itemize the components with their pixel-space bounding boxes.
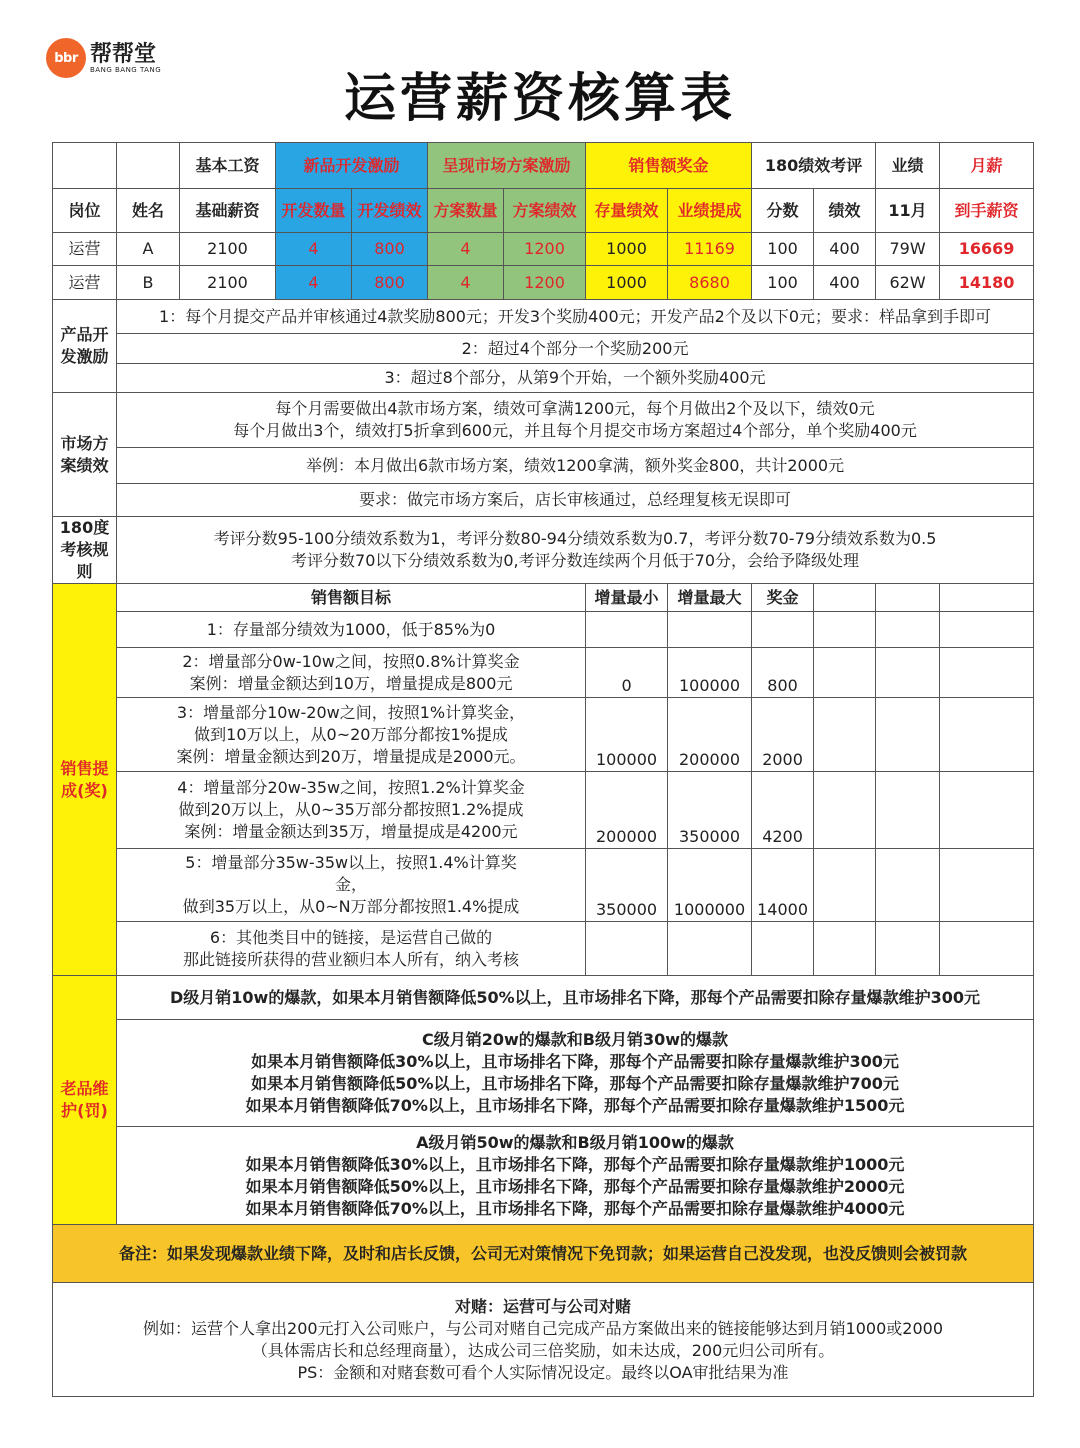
header-position: 岗位	[53, 189, 117, 233]
eval-rule-1: 考评分数95-100分绩效系数为1，考评分数80-94分绩效系数为0.7，考评分数70-79分绩效系数为0.5	[213, 529, 937, 548]
cell-november: 62W	[876, 266, 940, 300]
header-base-salary: 基本工资	[180, 143, 276, 189]
bet-line-3: PS：金额和对赌套数可看个人实际情况设定。最终以OA审批结果为准	[297, 1362, 789, 1382]
header-row-sub	[53, 189, 1034, 233]
sales-header-bonus: 奖金	[752, 584, 814, 612]
sales-header-max: 增量最大	[668, 584, 752, 612]
logo-name-en: BANG BANG TANG	[90, 65, 162, 74]
bet-section	[53, 1283, 1034, 1397]
old-rule-c: C级月销20w的爆款和B级月销30w的爆款 如果本月销售额降低30%以上，且市场排名下降，那每个产品需要扣除存量爆款维护300元 如果本月销售额降低50%以上，且市场排名下降，那每个产品需要扣除存量爆款维护700元 如果本月销售额降低70%以上，且市场排名下降，那每个产品需要扣除存量爆款维护1500元	[117, 1020, 1034, 1127]
logo-badge-icon: bbr	[46, 38, 86, 78]
penalty-note: 备注：如果发现爆款业绩下降，及时和店长反馈，公司无对策情况下免罚款；如果运营自己没发现，也没反馈则会被罚款	[53, 1225, 1034, 1283]
table-row	[53, 266, 1034, 300]
page-title: 运营薪资核算表	[343, 69, 736, 129]
header-name: 姓名	[117, 189, 180, 233]
old-section-label: 老品维护(罚)	[53, 976, 117, 1225]
sales-min: 200000	[586, 772, 668, 849]
cell-name: A	[117, 233, 180, 266]
sales-rule: 6：其他类目中的链接，是运营自己做的 那此链接所获得的营业额归本人所有，纳入考核	[117, 922, 586, 976]
sales-max	[668, 922, 752, 976]
cell-base-pay: 2100	[180, 233, 276, 266]
sales-max	[668, 612, 752, 648]
header-plan-perf: 方案绩效	[504, 189, 586, 233]
cell-stock-perf: 1000	[586, 233, 668, 266]
market-example: 举例：本月做出6款市场方案，绩效1200拿满，额外奖金800，共计2000元	[117, 448, 1034, 484]
cell-commission: 8680	[668, 266, 752, 300]
cell-november: 79W	[876, 233, 940, 266]
sales-max: 200000	[668, 698, 752, 772]
bet-line-2: （具体需店长和总经理商量），达成公司三倍奖励，如未达成，200元归公司所有。	[251, 1340, 835, 1360]
sales-bonus: 14000	[752, 849, 814, 922]
sales-max: 350000	[668, 772, 752, 849]
sales-max: 1000000	[668, 849, 752, 922]
market-requirement: 要求：做完市场方案后，店长审核通过，总经理复核无误即可	[117, 484, 1034, 517]
sales-bonus: 800	[752, 648, 814, 698]
cell-perf: 400	[814, 233, 876, 266]
dev-rule-3: 3：超过8个部分，从第9个开始，一个额外奖励400元	[117, 364, 1034, 393]
header-base-pay: 基础薪资	[180, 189, 276, 233]
cell-plan-perf: 1200	[504, 266, 586, 300]
salary-table	[52, 142, 1034, 1397]
sales-rule: 5：增量部分35w-35w以上，按照1.4%计算奖 金， 做到35万以上，从0~N万部分都按照1.4%提成	[117, 849, 586, 922]
cell-score: 100	[752, 266, 814, 300]
header-cell-empty	[117, 143, 180, 189]
sales-rule: 3：增量部分10w-20w之间，按照1%计算奖金， 做到10万以上，从0~20万部分都按1%提成 案例：增量金额达到20万，增量提成是2000元。	[117, 698, 586, 772]
cell-take-home: 16669	[940, 233, 1034, 266]
sales-bonus	[752, 922, 814, 976]
cell-dev-count: 4	[276, 266, 352, 300]
header-november: 11月	[876, 189, 940, 233]
cell-position: 运营	[53, 233, 117, 266]
cell-score: 100	[752, 233, 814, 266]
cell-perf: 400	[814, 266, 876, 300]
sales-bonus: 2000	[752, 698, 814, 772]
dev-rule-1: 1：每个月提交产品并审核通过4款奖励800元；开发3个奖励400元；开发产品2个及以下0元；要求：样品拿到手即可	[117, 300, 1034, 334]
logo-name-cn: 帮帮堂	[90, 40, 157, 67]
sales-bonus: 4200	[752, 772, 814, 849]
sales-section-label: 销售提成(奖)	[53, 584, 117, 976]
header-180-eval: 180绩效考评	[752, 143, 876, 189]
cell-take-home: 14180	[940, 266, 1034, 300]
eval-section-label: 180度考核规则	[53, 517, 117, 584]
cell-plan-count: 4	[428, 233, 504, 266]
cell-dev-perf: 800	[352, 266, 428, 300]
cell-base-pay: 2100	[180, 266, 276, 300]
sales-bonus	[752, 612, 814, 648]
cell-position: 运营	[53, 266, 117, 300]
cell-commission: 11169	[668, 233, 752, 266]
old-rule-a: A级月销50w的爆款和B级月销100w的爆款 如果本月销售额降低30%以上，且市场排名下降，那每个产品需要扣除存量爆款维护1000元 如果本月销售额降低50%以上，且市场排名下降，那每个产品需要扣除存量爆款维护2000元 如果本月销售额降低70%以上，且市场排名下降，那每个产品需要扣除存量爆款维护4000元	[117, 1127, 1034, 1225]
sales-rule: 2：增量部分0w-10w之间，按照0.8%计算奖金 案例：增量金额达到10万，增量提成是800元	[117, 648, 586, 698]
sales-min	[586, 922, 668, 976]
dev-rule-2: 2：超过4个部分一个奖励200元	[117, 334, 1034, 364]
cell-name: B	[117, 266, 180, 300]
market-rule-1	[117, 393, 1034, 448]
sales-min: 0	[586, 648, 668, 698]
dev-section-label: 产品开发激励	[53, 300, 117, 393]
header-take-home: 到手薪资	[940, 189, 1034, 233]
header-plan-count: 方案数量	[428, 189, 504, 233]
sales-header-target: 销售额目标	[117, 584, 586, 612]
header-dev-count: 开发数量	[276, 189, 352, 233]
market-section-label: 市场方案绩效	[53, 393, 117, 517]
header-dev-perf: 开发绩效	[352, 189, 428, 233]
header-row-top	[53, 143, 1034, 189]
bet-line-1: 例如：运营个人拿出200元打入公司账户，与公司对赌自己完成产品方案做出来的链接能够达到月销1000或2000	[143, 1318, 944, 1338]
eval-rules	[117, 517, 1034, 584]
header-performance: 业绩	[876, 143, 940, 189]
sales-min: 350000	[586, 849, 668, 922]
cell-dev-perf: 800	[352, 233, 428, 266]
sales-min: 100000	[586, 698, 668, 772]
table-row	[53, 233, 1034, 266]
header-cell-empty	[53, 143, 117, 189]
market-rule-1b: 每个月做出3个，绩效打5折拿到600元，并且每个月提交市场方案超过4个部分，单个奖励400元	[233, 421, 917, 440]
sales-rule: 1：存量部分绩效为1000，低于85%为0	[117, 612, 586, 648]
cell-stock-perf: 1000	[586, 266, 668, 300]
sales-rule: 4：增量部分20w-35w之间，按照1.2%计算奖金 做到20万以上，从0~35万部分都按照1.2%提成 案例：增量金额达到35万，增量提成是4200元	[117, 772, 586, 849]
bet-title: 对赌：运营可与公司对赌	[455, 1296, 632, 1316]
header-new-product: 新品开发激励	[276, 143, 428, 189]
sales-min	[586, 612, 668, 648]
header-sales-bonus: 销售额奖金	[586, 143, 752, 189]
header-monthly-salary: 月薪	[940, 143, 1034, 189]
header-stock-perf: 存量绩效	[586, 189, 668, 233]
sales-header-min: 增量最小	[586, 584, 668, 612]
cell-plan-count: 4	[428, 266, 504, 300]
old-rule-d: D级月销10w的爆款，如果本月销售额降低50%以上，且市场排名下降，那每个产品需要扣除存量爆款维护300元	[117, 976, 1034, 1020]
header-perf: 绩效	[814, 189, 876, 233]
header-score: 分数	[752, 189, 814, 233]
cell-dev-count: 4	[276, 233, 352, 266]
header-market-plan: 呈现市场方案激励	[428, 143, 586, 189]
sales-max: 100000	[668, 648, 752, 698]
eval-rule-2: 考评分数70以下分绩效系数为0,考评分数连续两个月低于70分，会给予降级处理	[291, 551, 860, 570]
cell-plan-perf: 1200	[504, 233, 586, 266]
market-rule-1a: 每个月需要做出4款市场方案，绩效可拿满1200元，每个月做出2个及以下，绩效0元	[275, 399, 875, 418]
header-commission: 业绩提成	[668, 189, 752, 233]
